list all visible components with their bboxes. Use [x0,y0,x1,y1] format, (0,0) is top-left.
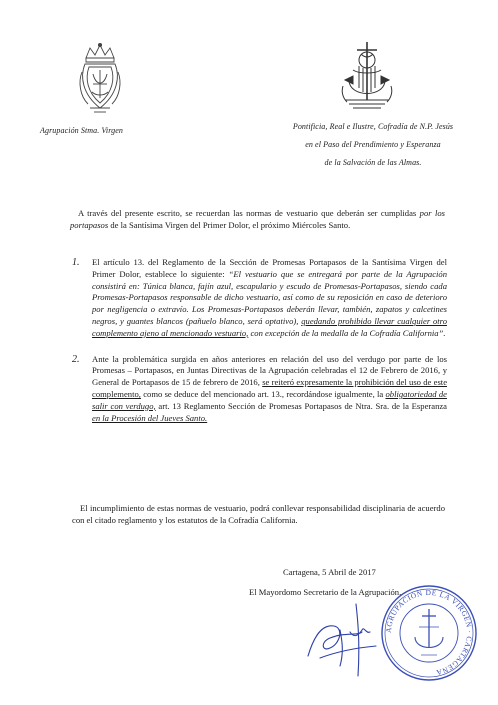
crown-crest-icon [78,42,122,118]
signer-title: El Mayordomo Secretario de la Agrupación. [249,587,402,597]
item-text-underlined: se reiteró expresamente la prohibición del uso de este complemento, [92,377,448,399]
item-number: 1. [72,257,80,268]
item-quote: “El vestuario que se entregará por parte de la Agrupación consistirá en: Túnica blanca, fajín azul, escapulario y escudo de Promesas-Portapasos, siendo cada Promesas-Portapasos responsable de dicho vestuario, así como de su reposición en caso de deterioro por negligencia o extravío. Los Promesas-Portapasos deberán llevar, también, zapatos y calcetines negros, y guantes blancos (pañuelo blanco, será optativo), [92,268,447,326]
left-header-caption: Agrupación Stma. Virgen [40,126,123,135]
intro-text-2: por los portapasos [70,208,445,230]
handwritten-signature [300,596,390,678]
item-text: como se deduce del mencionado art. 13., recordándose igualmente, la [143,388,384,399]
item-text: Ante la problemática surgida en años anteriores en relación del uso del verdugo por parte de los Promesas – Portapasos, en Juntas Directivas de la Agrupación celebradas el 12 de Febrero de 2016, y General de Portapasos de 15 de febrero de 2016, [92,353,447,388]
item-quote: con excepción de la medalla de la Cofradía California”. [250,327,446,338]
right-header-line-2: en el Paso del Prendimiento y Esperanza [305,140,441,149]
item-quote-underlined: quedando prohibido llevar cualquier otro complemento ajeno al mencionado vestuario, [92,315,447,338]
intro-paragraph [70,208,445,232]
stamp-text: AGRUPACIÓN DE LA VIRGEN · CARTAGENA [383,587,475,678]
intro-text-1: A través del presente escrito, se recuerdan las normas de vestuario que deberán ser cumplidas [78,208,417,218]
intro-text-3: de la Santísima Virgen del Primer Dolor, el próximo Miércoles Santo. [110,219,351,230]
item-text-emphasis: en la Procesión del Jueves Santo. [92,412,208,423]
right-header-line-1: Pontificia, Real e Ilustre, Cofradía de N.P. Jesús [292,122,454,131]
regulations-list [72,257,448,438]
item-text: art. 13 Reglamento Sección de Promesas Portapasos de Ntra. Sra. de la Esperanza [158,400,447,411]
list-item [72,353,448,425]
right-header-line-3: de la Salvación de las Almas. [324,158,422,167]
item-number: 2. [72,353,80,365]
item-text: El artículo 13. del Reglamento de la Sección de Promesas Portapasos de la Santísima Virgen del Primer Dolor, establece lo siguiente: [92,257,447,279]
place-date: Cartagena, 5 Abril de 2017 [283,567,376,577]
item-text-emphasis: obligatoriedad de salir con verdugo, [92,388,447,411]
anchor-cross-crest-icon [339,40,395,116]
list-item [72,257,447,340]
round-stamp [379,583,479,683]
closing-paragraph: El incumplimiento de estas normas de vestuario, podrá conllevar responsabilidad disciplinaria de acuerdo con el citado reglamento y los estatutos de la Cofradía California. [72,503,445,525]
